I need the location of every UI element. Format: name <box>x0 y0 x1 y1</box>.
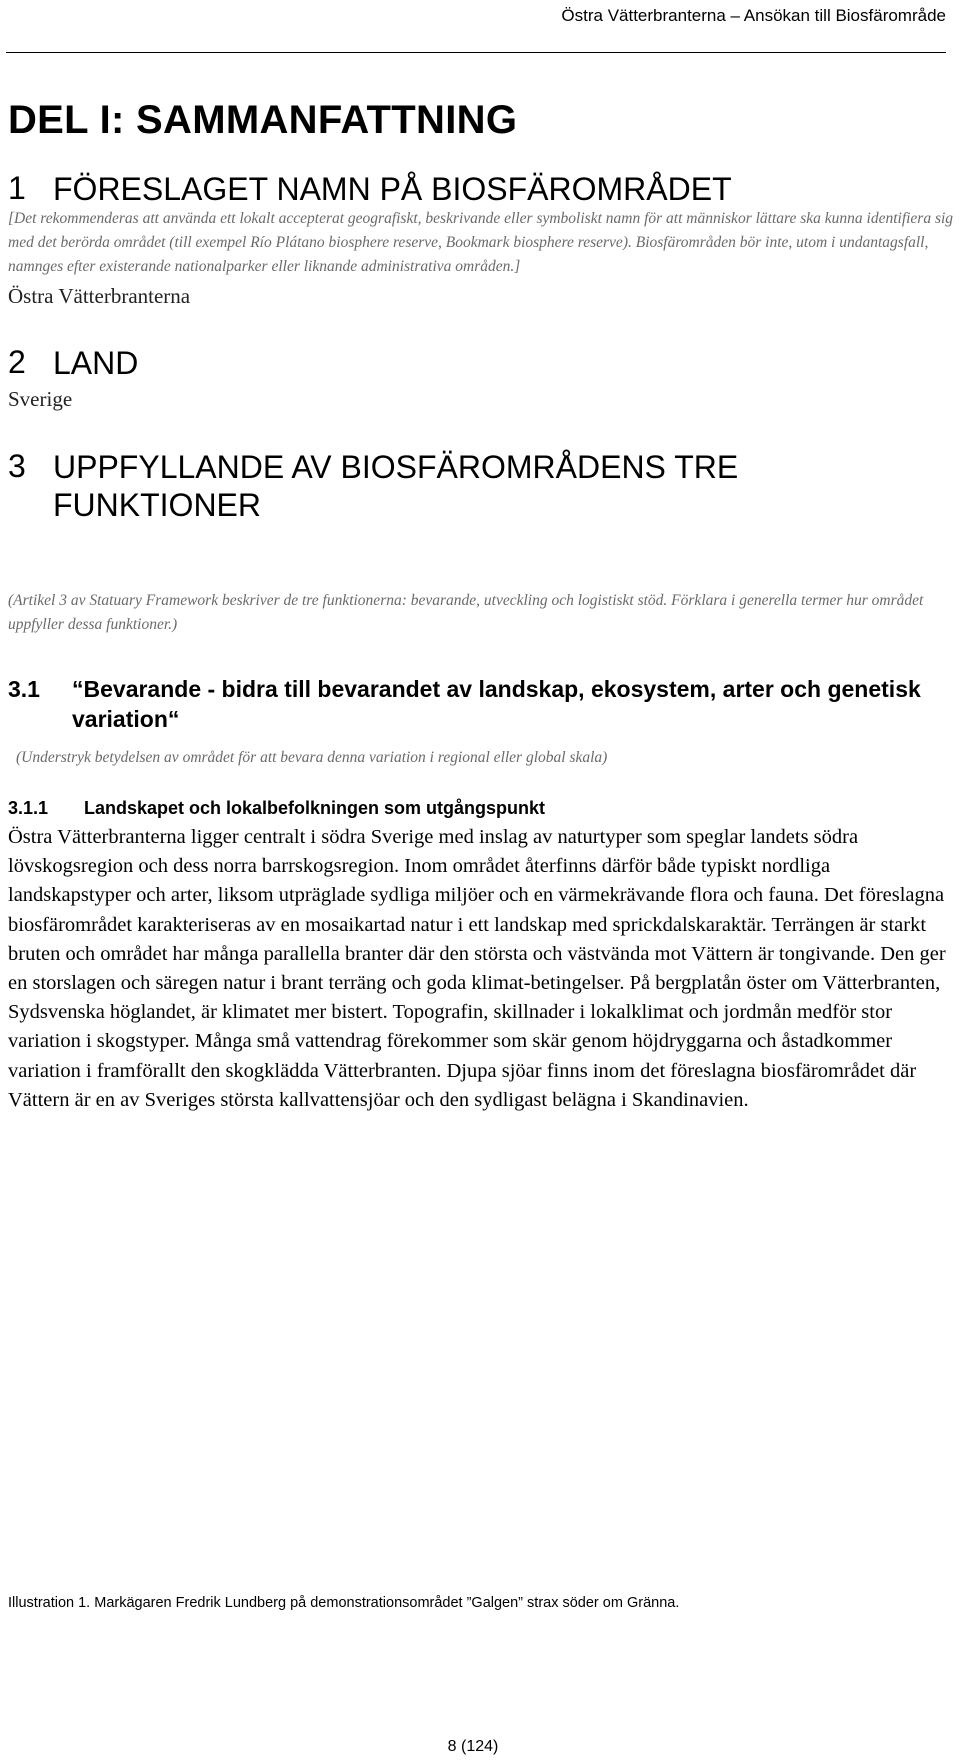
section-3-1-1-title: Landskapet och lokalbefolkningen som utgångspunkt <box>84 798 546 818</box>
section-3-1-instruction: (Understryk betydelsen av området för att bevara denna variation i regional eller global skala) <box>16 749 608 766</box>
section-3-title: UPPFYLLANDE AV BIOSFÄROMRÅDENS TRE FUNKTIONER <box>53 449 739 523</box>
section-2-answer: Sverige <box>8 387 73 411</box>
section-3-instruction: (Artikel 3 av Statuary Framework beskriver de tre funktionerna: bevarande, utveckling och logistiskt stöd. Förklara i generella termer hur området uppfyller dessa funktioner.) <box>8 592 924 633</box>
section-1-instruction: [Det rekommenderas att använda ett lokalt accepterat geografiskt, beskrivande eller symboliskt namn för att människor lättare ska kunna identifiera sig med det berörda området (till exempel Río Plátano biosphere reserve, Bookmark biosphere reserve). Biosfärområden bör inte, utom i undantagsfall, namnges efter existerande nationalparker eller liknande administrativa områden.] <box>8 210 954 275</box>
section-3-1-number: 3.1 <box>8 676 40 702</box>
part-title: DEL I: SAMMANFATTNING <box>8 98 518 142</box>
section-3-number: 3 <box>8 448 26 484</box>
section-3-1-title: “Bevarande - bidra till bevarandet av landskap, ekosystem, arter och genetisk variation“ <box>72 676 921 732</box>
section-2-heading <box>8 344 773 382</box>
section-1-heading <box>8 170 953 208</box>
section-2-title: LAND <box>53 345 139 381</box>
section-3-1-1-body: Östra Vätterbranterna ligger centralt i södra Sverige med inslag av naturtyper som speglar landets södra lövskogsregion och dess norra barrskogsregion. Inom området återfinns därför både typiskt nordliga landskapstyper och arter, liksom utpräglade sydliga miljöer och en värmekrävande flora och fauna. Det föreslagna biosfärområdet karakteriseras av en mosaikartad natur i ett landskap med sprickdalskaraktär. Terrängen är starkt bruten och området har många parallella branter där den största och västvända mot Vättern är tongivande. Den ger en storslagen och säregen natur i brant terräng och goda klimat-betingelser. På bergplatån öster om Vätterbranten, Sydsvenska höglandet, är klimatet mer bistert. Topografin, skillnader i lokalklimat och jordmån medför stor variation i skogstyper. Många små vattendrag förekommer som skär genom höjdryggarna och åstadkommer variation i framförallt den skogklädda Vätterbranten. Djupa sjöar finns inom det föreslagna biosfärområdet där Vättern är en av Sveriges största kallvattensjöar och den sydligast belägna i Skandinavien. <box>8 826 946 1111</box>
running-header: Östra Vätterbranterna – Ansökan till Biosfärområde <box>561 6 946 25</box>
section-1-number: 1 <box>8 170 26 206</box>
illustration-caption: Illustration 1. Markägaren Fredrik Lundberg på demonstrationsområdet ”Galgen” strax söder om Gränna. <box>8 1595 680 1611</box>
section-1-title: FÖRESLAGET NAMN PÅ BIOSFÄROMRÅDET <box>53 171 732 207</box>
section-3-heading <box>8 448 773 524</box>
section-3-1-heading <box>8 674 948 734</box>
section-2-number: 2 <box>8 344 26 380</box>
header-divider <box>6 52 946 53</box>
section-3-1-1-number: 3.1.1 <box>8 798 49 818</box>
section-1-answer: Östra Vätterbranterna <box>8 284 191 308</box>
section-3-1-1-heading <box>8 798 545 819</box>
page-number: 8 (124) <box>447 1738 499 1755</box>
